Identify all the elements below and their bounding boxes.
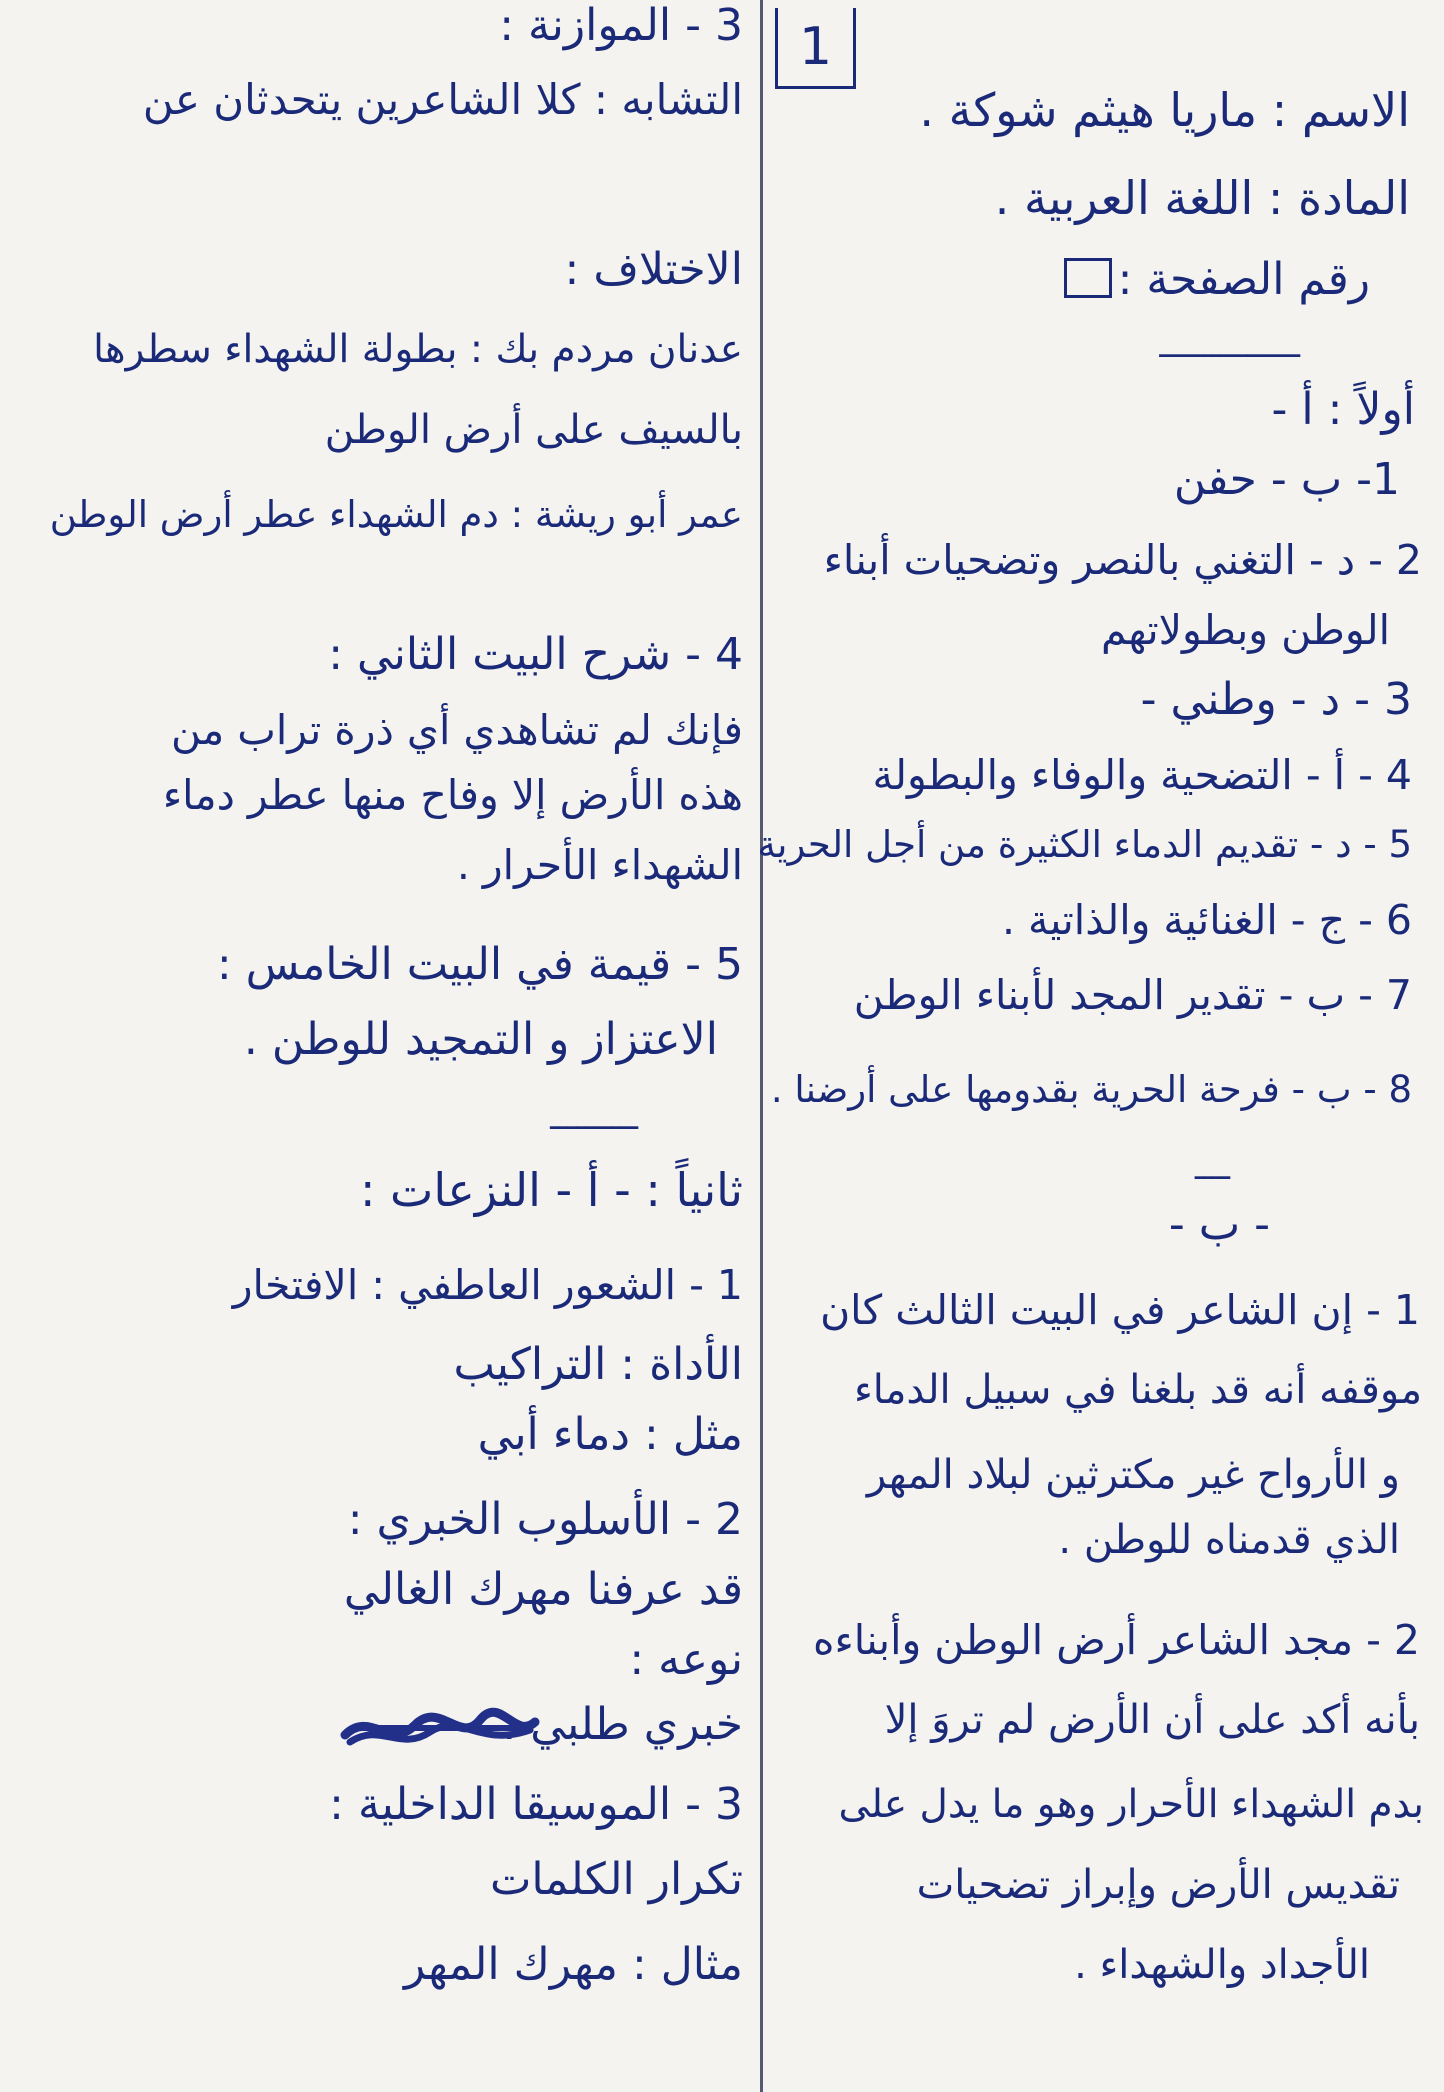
paragraph-1-line-1: 1 - إن الشاعر في البيت الثالث كان xyxy=(820,1286,1420,1334)
emotion-line: 1 - الشعور العاطفي : الافتخار xyxy=(232,1261,743,1309)
style-heading: 2 - الأسلوب الخبري : xyxy=(347,1494,743,1545)
answer-2-cont: الوطن وبطولاتهم xyxy=(1101,606,1390,654)
answer-2: 2 - د - التغني بالنصر وتضحيات أبناء xyxy=(823,536,1422,584)
paragraph-1-line-2: موقفه أنه قد بلغنا في سبيل الدماء xyxy=(853,1367,1422,1413)
answer-6: 6 - ج - الغنائية والذاتية . xyxy=(1001,896,1412,944)
comparison-heading: 3 - الموازنة : xyxy=(499,0,743,51)
separator-line: ــــــــــــــــ xyxy=(1159,330,1300,365)
difference-line-2: بالسيف على أرض الوطن xyxy=(324,407,743,453)
difference-line-3: عمر أبو ريشة : دم الشهداء عطر أرض الوطن xyxy=(49,493,743,536)
paragraph-1-line-4: الذي قدمناه للوطن . xyxy=(1058,1517,1400,1563)
paragraph-2-line-3: بدم الشهداء الأحرار وهو ما يدل على xyxy=(838,1782,1424,1827)
answer-8: 8 - ب - فرحة الحرية بقدومها على أرضنا . xyxy=(770,1068,1412,1111)
style-example: قد عرفنا مهرك الغالي xyxy=(343,1564,743,1615)
section-two-heading: ثانياً : - أ - النزعات : xyxy=(359,1163,743,1217)
type-answer-text: خبري طلبي . xyxy=(502,1699,743,1750)
paragraph-2-line-1: 2 - مجد الشاعر أرض الوطن وأبناءه xyxy=(813,1616,1420,1664)
answer-1: 1- ب - حفن xyxy=(1173,454,1400,505)
explanation-heading: 4 - شرح البيت الثاني : xyxy=(328,629,743,680)
example-line-1: مثل : دماء أبي xyxy=(477,1409,743,1460)
answer-3: 3 - د - وطني - xyxy=(1140,674,1412,725)
similarity-line: التشابه : كلا الشاعرين يتحدثان عن xyxy=(142,75,743,124)
explanation-line-3: الشهداء الأحرار . xyxy=(456,841,743,889)
paragraph-1-line-3: و الأرواح غير مكترثين لبلاد المهر xyxy=(866,1452,1400,1498)
difference-heading: الاختلاف : xyxy=(564,244,743,295)
section-one-heading: أولاً : أ - xyxy=(1271,384,1415,435)
answer-7: 7 - ب - تقدير المجد لأبناء الوطن xyxy=(853,971,1412,1019)
separator-line-2: ــــ xyxy=(1194,1152,1230,1187)
separator-line-3: ــــــــــ xyxy=(550,1102,638,1137)
page-number-line xyxy=(1058,250,1370,310)
difference-line-1: عدنان مردم بك : بطولة الشهداء سطرها xyxy=(93,327,743,372)
paragraph-2-line-2: بأنه أكد على أن الأرض لم تروَ إلا xyxy=(884,1697,1420,1743)
answer-4: 4 - أ - التضحية والوفاء والبطولة xyxy=(872,751,1412,799)
paragraph-2-line-4: تقديس الأرض وإبراز تضحيات xyxy=(916,1862,1400,1908)
subject-line: المادة : اللغة العربية . xyxy=(994,171,1410,225)
answer-5: 5 - د - تقديم الدماء الكثيرة من أجل الحرية xyxy=(757,823,1412,866)
music-example: مثال : مهرك المهر xyxy=(403,1939,743,1990)
paragraph-2-line-5: الأجداد والشهداء . xyxy=(1074,1942,1370,1988)
section-b-heading: - ب - xyxy=(1168,1199,1270,1250)
page-number-inline-box xyxy=(1064,258,1112,298)
music-heading: 3 - الموسيقا الداخلية : xyxy=(329,1779,743,1830)
page-number: 1 xyxy=(798,17,833,77)
page-number-box xyxy=(775,8,856,89)
type-heading: نوعه : xyxy=(629,1634,743,1685)
student-name-line: الاسم : ماريا هيثم شوكة . xyxy=(919,83,1410,137)
scribble-strikeout xyxy=(340,1700,540,1760)
column-divider xyxy=(760,0,763,2092)
value-heading: 5 - قيمة في البيت الخامس : xyxy=(216,939,743,990)
explanation-line-2: هذه الأرض إلا وفاح منها عطر دماء xyxy=(162,771,743,819)
page-number-label: رقم الصفحة : xyxy=(1117,254,1370,305)
tool-line: الأداة : التراكيب xyxy=(453,1339,743,1390)
value-answer: الاعتزاز و التمجيد للوطن . xyxy=(243,1014,718,1065)
music-answer: تكرار الكلمات xyxy=(489,1854,743,1905)
explanation-line-1: فإنك لم تشاهدي أي ذرة تراب من xyxy=(171,706,743,754)
